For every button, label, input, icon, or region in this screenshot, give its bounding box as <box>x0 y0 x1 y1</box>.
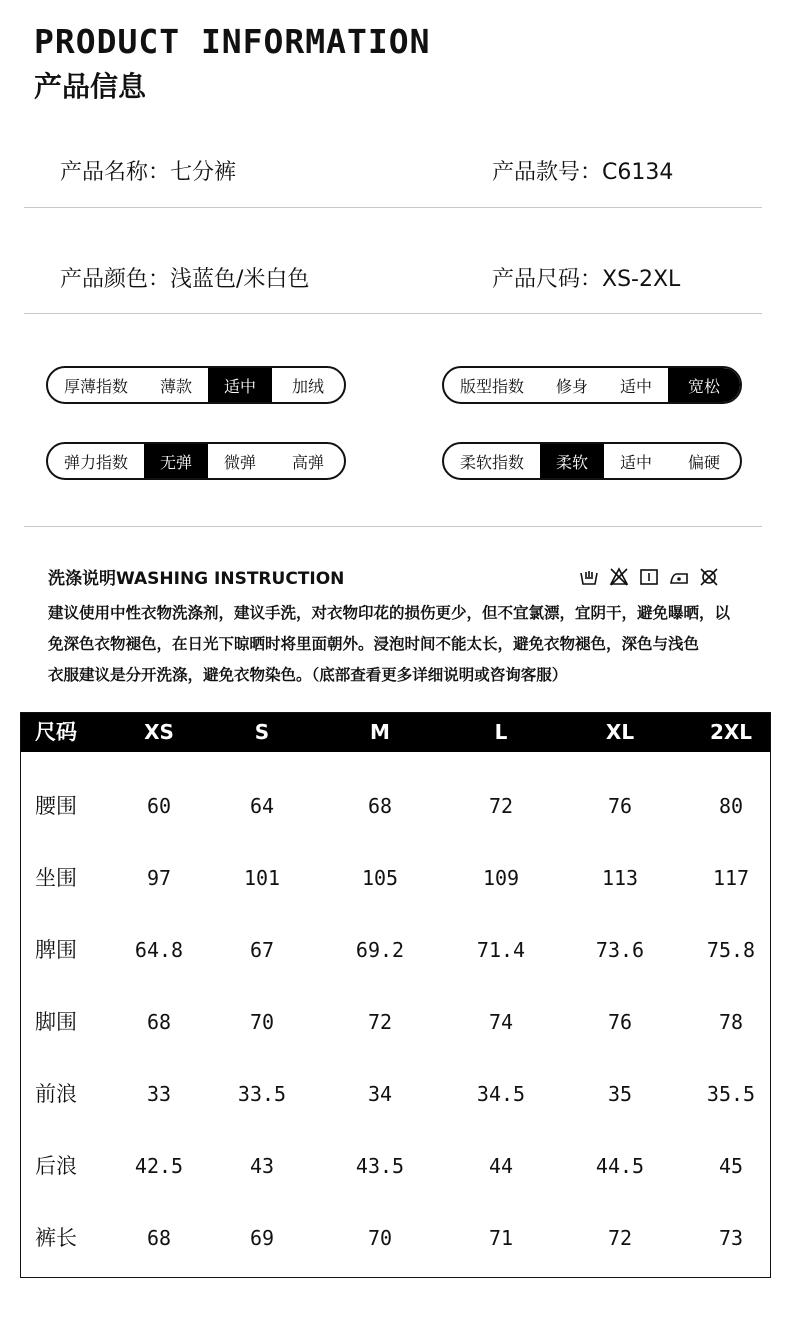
fit-scale <box>442 366 742 404</box>
table-cell: 43.5 <box>355 1154 405 1178</box>
table-cell: 44.5 <box>595 1154 645 1178</box>
table-cell: 34.5 <box>476 1082 526 1106</box>
table-cell: 44 <box>488 1154 514 1178</box>
table-cell: 69.2 <box>355 938 405 962</box>
table-cell: 101 <box>243 866 281 890</box>
table-cell: 64.8 <box>134 938 184 962</box>
table-cell: 72 <box>367 1010 393 1034</box>
row-label: 前浪 <box>35 1082 77 1106</box>
softness-scale <box>442 442 742 480</box>
table-cell: 97 <box>146 866 172 890</box>
table-cell: 75.8 <box>706 938 756 962</box>
table-row <box>21 770 770 842</box>
scale-option-selected: 无弹 <box>144 444 208 478</box>
table-cell: 70 <box>249 1010 275 1034</box>
page-title-cn: 产品信息 <box>34 70 147 103</box>
table-cell: 69 <box>249 1226 275 1250</box>
size-table-header <box>21 713 770 752</box>
table-cell: 67 <box>249 938 275 962</box>
header-cell: S <box>254 720 270 744</box>
row-label: 腰围 <box>35 794 77 818</box>
divider <box>24 526 762 527</box>
divider <box>24 313 762 314</box>
table-row <box>21 1130 770 1202</box>
product-size: 产品尺码：XS-2XL <box>492 267 681 292</box>
washing-line: 衣服建议是分开洗涤，避免衣物染色。（底部查看更多详细说明或咨询客服） <box>48 666 568 684</box>
scale-option-selected: 柔软 <box>540 444 604 478</box>
product-color: 产品颜色：浅蓝色/米白色 <box>60 267 310 292</box>
table-cell: 35 <box>607 1082 633 1106</box>
header-cell: XL <box>605 720 635 744</box>
scale-label: 厚薄指数 <box>63 376 128 396</box>
table-cell: 72 <box>607 1226 633 1250</box>
table-row <box>21 842 770 914</box>
table-cell: 68 <box>146 1226 172 1250</box>
washing-line: 建议使用中性衣物洗涤剂，建议手洗，对衣物印花的损伤更少，但不宜氯漂，宜阴干，避免曝晒，以 <box>48 604 731 622</box>
scale-option-selected: 适中 <box>208 368 272 402</box>
washing-icons <box>578 566 720 588</box>
table-row <box>21 1058 770 1130</box>
row-label: 坐围 <box>35 866 77 890</box>
table-cell: 117 <box>712 866 750 890</box>
no-tumble-dry-icon <box>698 566 720 588</box>
table-cell: 78 <box>718 1010 744 1034</box>
table-cell: 76 <box>607 794 633 818</box>
product-model: 产品款号：C6134 <box>492 160 674 185</box>
table-row <box>21 986 770 1058</box>
table-cell: 72 <box>488 794 514 818</box>
washing-line: 免深色衣物褪色，在日光下晾晒时将里面朝外。浸泡时间不能太长，避免衣物褪色，深色与浅色 <box>48 635 700 653</box>
table-cell: 60 <box>146 794 172 818</box>
row-label: 脚围 <box>35 1010 77 1034</box>
scale-option: 薄款 <box>159 376 192 396</box>
header-cell-size: 尺码 <box>35 720 77 744</box>
table-cell: 33.5 <box>237 1082 287 1106</box>
scale-option: 微弹 <box>223 452 256 472</box>
table-cell: 105 <box>361 866 399 890</box>
scale-label: 柔软指数 <box>459 452 524 472</box>
row-label: 裤长 <box>35 1226 77 1250</box>
low-iron-icon <box>668 566 690 588</box>
table-cell: 33 <box>146 1082 172 1106</box>
page-title-en: PRODUCT INFORMATION <box>34 22 431 61</box>
table-row <box>21 1202 770 1274</box>
table-cell: 68 <box>146 1010 172 1034</box>
table-cell: 42.5 <box>134 1154 184 1178</box>
header-cell: L <box>494 720 508 744</box>
table-cell: 68 <box>367 794 393 818</box>
dry-flat-icon <box>638 566 660 588</box>
row-label: 后浪 <box>35 1154 77 1178</box>
table-cell: 74 <box>488 1010 514 1034</box>
no-bleach-icon <box>608 566 630 588</box>
scale-option-selected: 宽松 <box>668 368 740 402</box>
table-cell: 35.5 <box>706 1082 756 1106</box>
scale-label: 弹力指数 <box>63 452 128 472</box>
scale-option: 修身 <box>555 376 588 396</box>
scale-option: 适中 <box>619 452 652 472</box>
table-cell: 71.4 <box>476 938 526 962</box>
table-cell: 113 <box>601 866 639 890</box>
header-cell: M <box>370 720 390 744</box>
table-cell: 71 <box>488 1226 514 1250</box>
table-cell: 43 <box>249 1154 275 1178</box>
row-label: 脾围 <box>35 938 77 962</box>
washing-text <box>48 598 748 691</box>
table-cell: 45 <box>718 1154 744 1178</box>
scale-option: 加绒 <box>291 376 324 396</box>
table-cell: 76 <box>607 1010 633 1034</box>
divider <box>24 207 762 208</box>
washing-title: 洗涤说明WASHING INSTRUCTION <box>48 569 345 589</box>
hand-wash-icon <box>578 566 600 588</box>
scale-option: 适中 <box>619 376 652 396</box>
scale-label: 版型指数 <box>459 376 524 396</box>
table-cell: 34 <box>367 1082 393 1106</box>
thickness-scale <box>46 366 346 404</box>
table-cell: 109 <box>482 866 520 890</box>
scale-option: 偏硬 <box>687 452 720 472</box>
scale-option: 高弹 <box>291 452 324 472</box>
product-name: 产品名称：七分裤 <box>60 160 237 185</box>
table-cell: 73 <box>718 1226 744 1250</box>
table-row <box>21 914 770 986</box>
header-cell: 2XL <box>709 720 753 744</box>
table-cell: 64 <box>249 794 275 818</box>
header-cell: XS <box>144 720 174 744</box>
table-cell: 70 <box>367 1226 393 1250</box>
table-cell: 73.6 <box>595 938 645 962</box>
size-table <box>20 712 771 1278</box>
table-cell: 80 <box>718 794 744 818</box>
elasticity-scale <box>46 442 346 480</box>
